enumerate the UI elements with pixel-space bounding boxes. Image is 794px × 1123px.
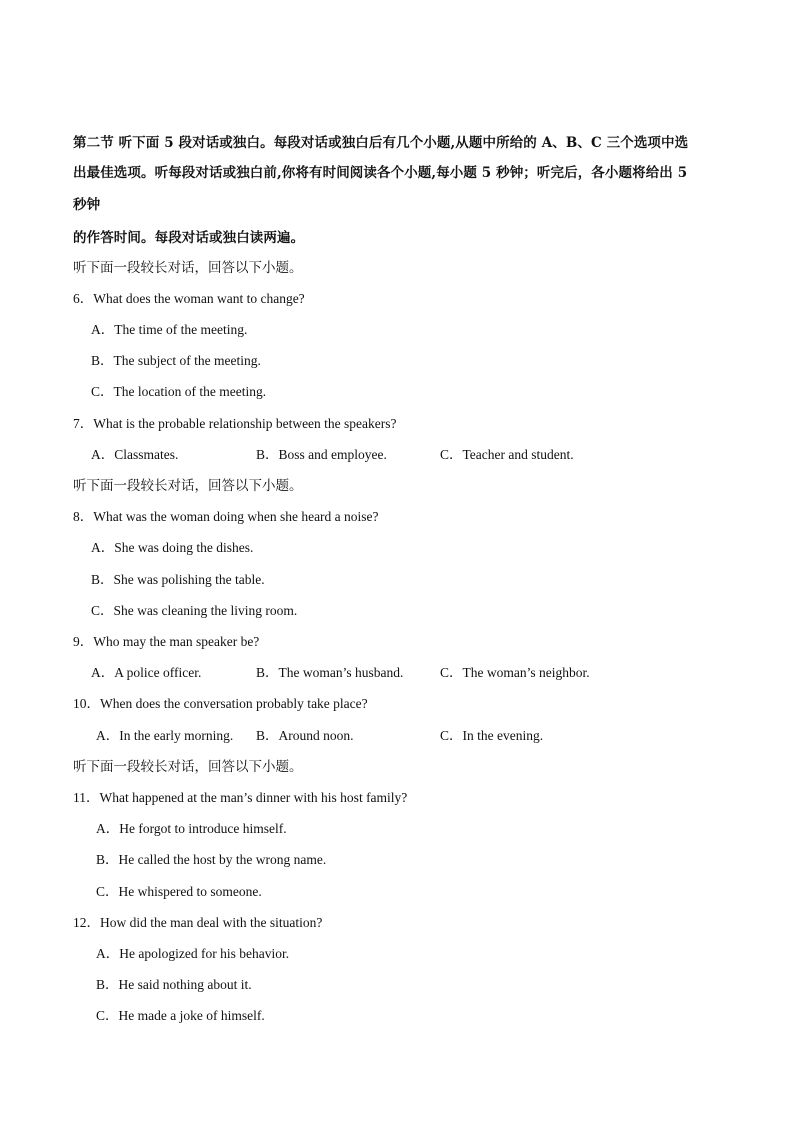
section-intro-line-2: 出最佳选项。听每段对话或独白前,你将有时间阅读各个小题,每小题 5 秒钟；听完后，各小题将给出 5 [73, 165, 688, 181]
question-6-option-c: C．The location of the meeting. [91, 384, 267, 399]
question-12-option-a: A．He apologized for his behavior. [96, 946, 290, 961]
question-8-option-a: A．She was doing the dishes. [91, 540, 254, 555]
question-6-option-a: A．The time of the meeting. [91, 322, 248, 337]
question-12-option-c: C．He made a joke of himself. [96, 1008, 265, 1023]
group-instruction: 听下面一段较长对话，回答以下小题。 [73, 759, 303, 775]
question-8-stem: 8．What was the woman doing when she heard a noise? [73, 509, 379, 524]
question-7-option-a: A．Classmates. [91, 447, 179, 462]
question-11-stem: 11．What happened at the man’s dinner with his host family? [73, 790, 408, 805]
question-10-option-c: C．In the evening. [440, 728, 544, 743]
question-8-option-b: B．She was polishing the table. [91, 572, 265, 587]
question-12-stem: 12．How did the man deal with the situation? [73, 915, 323, 930]
question-11-option-b: B．He called the host by the wrong name. [96, 852, 327, 867]
question-9-stem: 9．Who may the man speaker be? [73, 634, 260, 649]
section-intro-line-3: 秒钟 [73, 197, 101, 213]
question-9-option-b: B．The woman’s husband. [256, 665, 404, 680]
question-11-option-a: A．He forgot to introduce himself. [96, 821, 287, 836]
question-7-stem: 7．What is the probable relationship between the speakers? [73, 416, 397, 431]
question-6-option-b: B．The subject of the meeting. [91, 353, 261, 368]
question-12-option-b: B．He said nothing about it. [96, 977, 252, 992]
question-7-option-c: C．Teacher and student. [440, 447, 574, 462]
question-7-option-b: B．Boss and employee. [256, 447, 387, 462]
question-10-option-a: A．In the early morning. [96, 728, 234, 743]
question-9-option-a: A．A police officer. [91, 665, 202, 680]
question-10-stem: 10．When does the conversation probably take place? [73, 696, 368, 711]
question-10-option-b: B．Around noon. [256, 728, 354, 743]
group-instruction: 听下面一段较长对话，回答以下小题。 [73, 478, 303, 494]
group-instruction: 听下面一段较长对话，回答以下小题。 [73, 260, 303, 276]
question-9-option-c: C．The woman’s neighbor. [440, 665, 590, 680]
question-11-option-c: C．He whispered to someone. [96, 884, 262, 899]
question-6-stem: 6．What does the woman want to change? [73, 291, 305, 306]
section-intro-line-1: 第二节 听下面 5 段对话或独白。每段对话或独白后有几个小题,从题中所给的 A、B、C 三个选项中选 [73, 135, 689, 151]
question-8-option-c: C．She was cleaning the living room. [91, 603, 298, 618]
section-intro-line-4: 的作答时间。每段对话或独白读两遍。 [73, 230, 305, 246]
